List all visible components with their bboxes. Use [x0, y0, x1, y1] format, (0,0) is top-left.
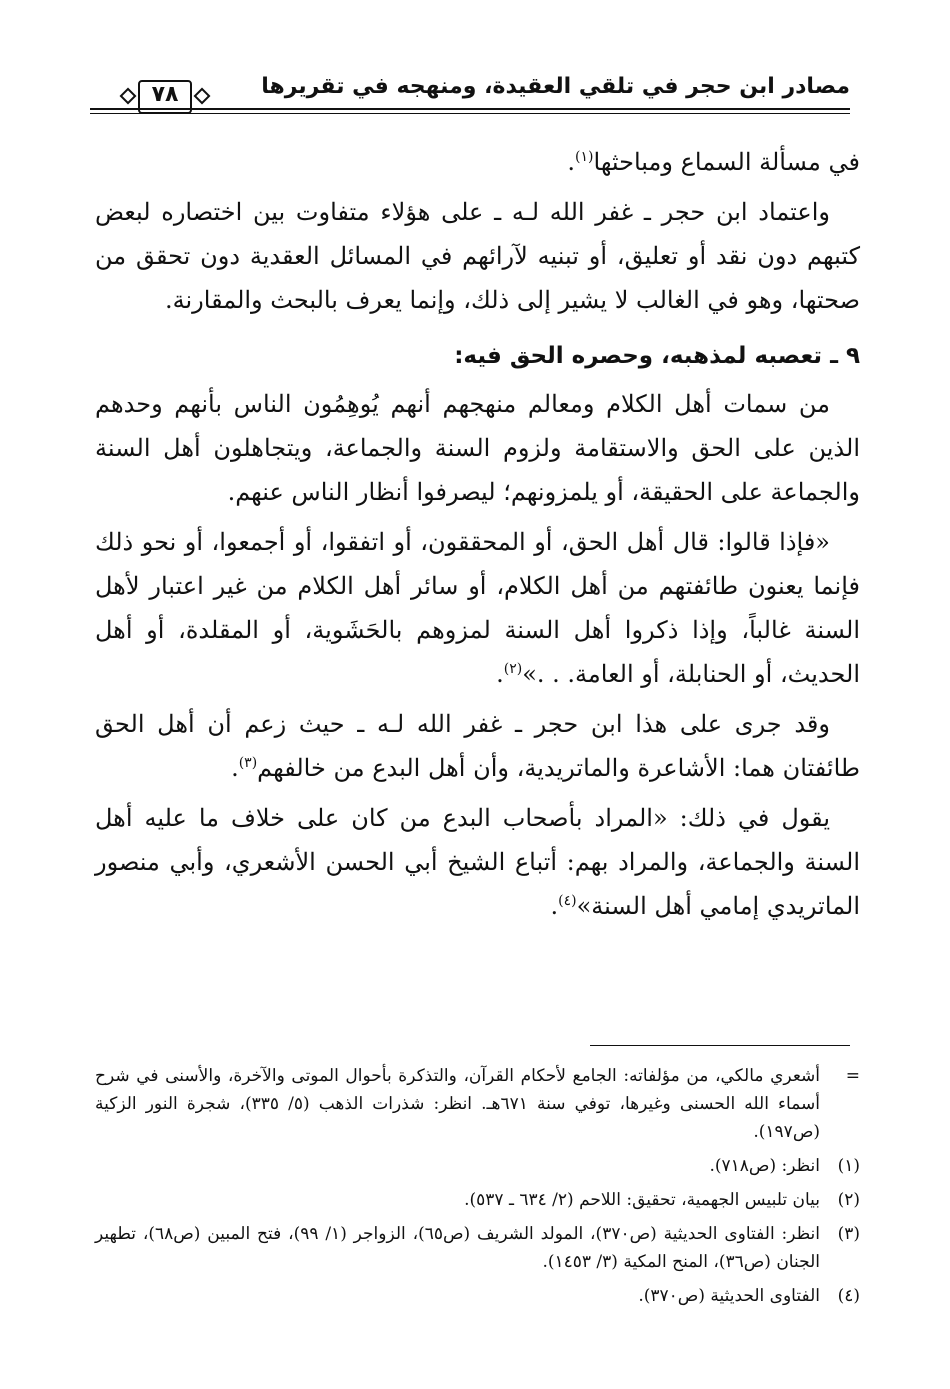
- ornament-diamond-right: [194, 88, 211, 105]
- footnote-text: انظر: (ص٧١٨).: [709, 1156, 820, 1176]
- footnote-number: (١): [837, 1156, 860, 1176]
- footnote: [95, 1186, 860, 1214]
- footnote: [95, 1220, 860, 1276]
- footnote-ref: (٢): [503, 661, 523, 677]
- footnote-number: (٤): [837, 1286, 860, 1306]
- footnote: [95, 1152, 860, 1180]
- footnote-text: انظر: الفتاوى الحديثية (ص٣٧٠)، المولد الشريف (ص٦٥)، الزواجر (١/ ٩٩)، فتح المبين (ص٦٨)، تطهير الجنان (ص٣٦)، المنح المكية (٣/ ١٤٥٣).: [95, 1224, 821, 1272]
- footnote-separator: [590, 1045, 850, 1046]
- page-number-ornament: [120, 78, 210, 118]
- section-heading: ٩ ـ تعصبه لمذهبه، وحصره الحق فيه:: [454, 343, 860, 369]
- footnote: [95, 1062, 860, 1146]
- header-rule: [90, 108, 850, 110]
- paragraph: وقد جرى على هذا ابن حجر ـ غفر الله لـه ـ حيث زعم أن أهل الحق طائفتان هما: الأشاعرة والماتريدية، وأن أهل البدع من خالفهم$^{(٣)}$.: [95, 710, 860, 782]
- footnote-text: الفتاوى الحديثية (ص٣٧٠).: [638, 1286, 820, 1306]
- paragraph: واعتماد ابن حجر ـ غفر الله لـه ـ على هؤلاء متفاوت بين اختصاره لبعض كتبهم دون نقد أو تعليق، أو تبنيه لآرائهم في المسائل العقدية دون تحقق من صحتها، وهو في الغالب لا يشير إلى ذلك، وإنما يعرف بالبحث والمقارنة.: [95, 198, 860, 314]
- paragraph: في مسألة السماع ومباحثها$^{(١)}$.: [567, 148, 860, 176]
- running-title: مصادر ابن حجر في تلقي العقيدة، ومنهجه في تقريرها: [261, 74, 850, 99]
- paragraph: من سمات أهل الكلام ومعالم منهجهم أنهم يُوهِمُون الناس بأنهم وحدهم الذين على الحق والاستقامة ولزوم السنة والجماعة، ويتجاهلون أهل السنة والجماعة على الحقيقة، أو يلمزونهم؛ ليصرفوا أنظار الناس عنهم.: [95, 390, 860, 506]
- footnote-number: =: [845, 1066, 860, 1086]
- footnotes: [95, 1062, 860, 1316]
- page-number: ٧٨: [151, 82, 179, 107]
- footnote-text: أشعري مالكي، من مؤلفاته: الجامع لأحكام القرآن، والتذكرة بأحوال الموتى والآخرة، والأسنى في شرح أسماء الله الحسنى وغيرها، توفي سنة ٦٧١هـ. انظر: شذرات الذهب (٥/ ٣٣٥)، شجرة النور الزكية (ص١٩٧).: [95, 1066, 821, 1142]
- ornament-diamond-left: [120, 88, 137, 105]
- quote-paragraph: «فإذا قالوا: قال أهل الحق، أو المحققون، أو اتفقوا، أو أجمعوا، أو نحو ذلك فإنما يعنون طائفتهم من أهل الكلام، أو سائر أهل الكلام من غير اعتبار لأهل السنة غالباً، وإذا ذكروا أهل السنة لمزوهم بالحَشَوية، أو المقلدة، أو أهل الحديث، أو الحنابلة، أو العامة. . .»$^{(٢)}$.: [95, 528, 860, 688]
- footnote-number: (٣): [837, 1224, 860, 1244]
- footnote: [95, 1282, 860, 1310]
- main-text: [95, 140, 860, 934]
- page-header: [90, 70, 850, 130]
- footnote-ref: (٣): [238, 755, 258, 771]
- footnote-ref: (١): [575, 149, 594, 165]
- footnote-number: (٢): [837, 1190, 860, 1210]
- paragraph: يقول في ذلك: «المراد بأصحاب البدع من كان على خلاف ما عليه أهل السنة والجماعة، والمراد بهم: أتباع الشيخ أبي الحسن الأشعري، وأبي منصور الماتريدي إمامي أهل السنة»$^{(٤)}$.: [95, 804, 860, 920]
- header-rule-thin: [90, 113, 850, 114]
- footnote-text: بيان تلبيس الجهمية، تحقيق: اللاحم (٢/ ٦٣٤ ـ ٥٣٧).: [464, 1190, 820, 1210]
- footnote-ref: (٤): [558, 893, 577, 909]
